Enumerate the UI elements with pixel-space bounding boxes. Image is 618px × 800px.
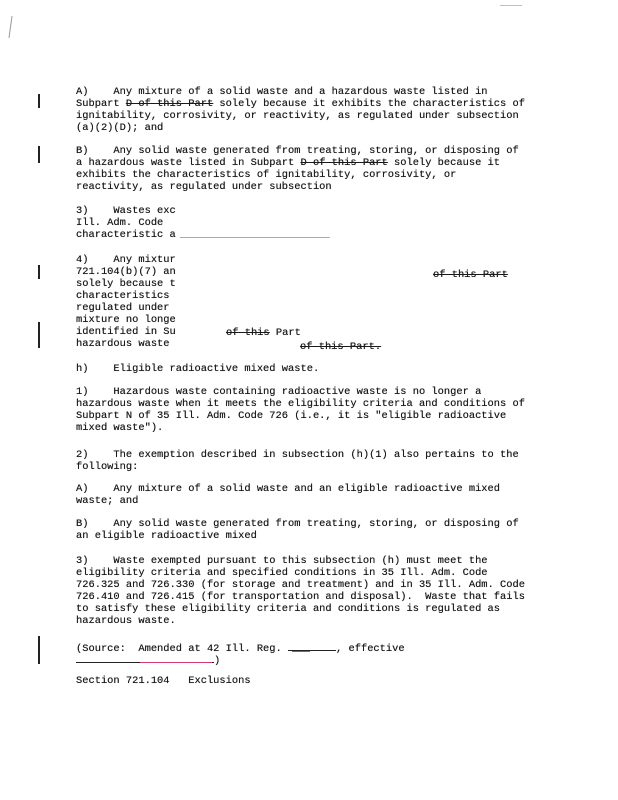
text-line: [76, 99, 525, 110]
text-line: exhibits the characteristics of ignitability, corrosivity, or: [76, 169, 457, 181]
text-fragment: solely because it exhibits the characteristics of: [213, 98, 525, 110]
text-line: 721.104(b)(7) an: [76, 266, 176, 278]
text-line: hazardous waste: [76, 338, 170, 350]
change-bar: [38, 94, 40, 108]
scan-mark-top-right: [500, 5, 522, 6]
text-line: solely because t: [76, 278, 176, 290]
change-bar: [38, 265, 40, 279]
text-line: an eligible radioactive mixed: [76, 530, 257, 542]
text-line: to satisfy these eligibility criteria and conditions is regulated as: [76, 603, 501, 615]
struck-text: of this Part.: [300, 341, 382, 353]
struck-text: of this Part: [433, 269, 508, 281]
text-line: A) Any mixture of a solid waste and an eligible radioactive mixed: [76, 483, 501, 495]
change-bar: [38, 146, 40, 163]
text-line: identified in Su: [76, 326, 176, 338]
text-line: Ill. Adm. Code: [76, 217, 164, 229]
text-line: 726.325 and 726.330 (for storage and treatment) and in 35 Ill. Adm. Code: [76, 579, 525, 591]
struck-text: D of this Part: [300, 157, 388, 169]
text-line: A) Any mixture of a solid waste and a hazardous waste listed in: [76, 86, 488, 98]
text-line: mixed waste").: [76, 422, 164, 434]
text-line: hazardous waste when it meets the eligibility criteria and conditions of: [76, 398, 525, 410]
text-line: 3) Waste exempted pursuant to this subsection (h) must meet the: [76, 555, 488, 567]
struck-text: D of this Part: [125, 98, 214, 110]
text-line: B) Any solid waste generated from treating, storing, or disposing of: [76, 518, 519, 530]
scan-fragment: [180, 237, 330, 238]
text-line: characteristic a: [76, 229, 176, 241]
struck-text: of this: [226, 327, 270, 339]
text-line: ignitability, corrosivity, or reactivity, as regulated under subsection: [76, 110, 519, 122]
text-fragment: (Source: Amended at 42 Ill. Reg.: [76, 643, 289, 655]
text-fragment: ): [214, 655, 221, 667]
text-fragment: , effective: [336, 643, 405, 655]
change-bar: [38, 636, 40, 664]
register-blank: [288, 641, 336, 651]
text-line: reactivity, as regulated under subsection: [76, 181, 332, 193]
text-line: B) Any solid waste generated from treating, storing, or disposing of: [76, 145, 519, 157]
text-line: eligibility criteria and specified conditions in 35 Ill. Adm. Code: [76, 567, 488, 579]
text-fragment: solely because it: [387, 157, 501, 169]
text-line: [76, 158, 500, 169]
text-line: 2) The exemption described in subsection (h)(1) also pertains to the: [76, 449, 519, 461]
text-fragment: a hazardous waste listed in Subpart: [76, 157, 301, 169]
text-line: characteristics: [76, 290, 170, 302]
pink-mark: [140, 662, 212, 663]
text-line: 1) Hazardous waste containing radioactive waste is no longer a: [76, 386, 482, 398]
section-title: Section 721.104 Exclusions: [76, 675, 251, 687]
text-line: Subpart N of 35 Ill. Adm. Code 726 (i.e., it is "eligible radioactive: [76, 410, 507, 422]
text-line: (a)(2)(D); and: [76, 122, 164, 134]
section-heading: h) Eligible radioactive mixed waste.: [76, 363, 320, 375]
text-line: 3) Wastes exc: [76, 205, 176, 217]
text-line: regulated under: [76, 302, 170, 314]
text-fragment: Part: [269, 327, 301, 339]
text-fragment: Subpart: [76, 98, 126, 110]
text-line: hazardous waste.: [76, 615, 176, 627]
text-line: mixture no longe: [76, 314, 176, 326]
pink-mark: [292, 651, 310, 652]
text-line: [226, 328, 301, 339]
change-bar: [38, 322, 40, 348]
text-line: 726.410 and 726.415 (for transportation and disposal). Waste that fails: [76, 591, 525, 603]
text-line: following:: [76, 461, 139, 473]
source-note: [76, 653, 220, 667]
text-line: waste; and: [76, 495, 139, 507]
scan-mark-top-left: [8, 16, 12, 38]
text-line: 4) Any mixtur: [76, 254, 176, 266]
